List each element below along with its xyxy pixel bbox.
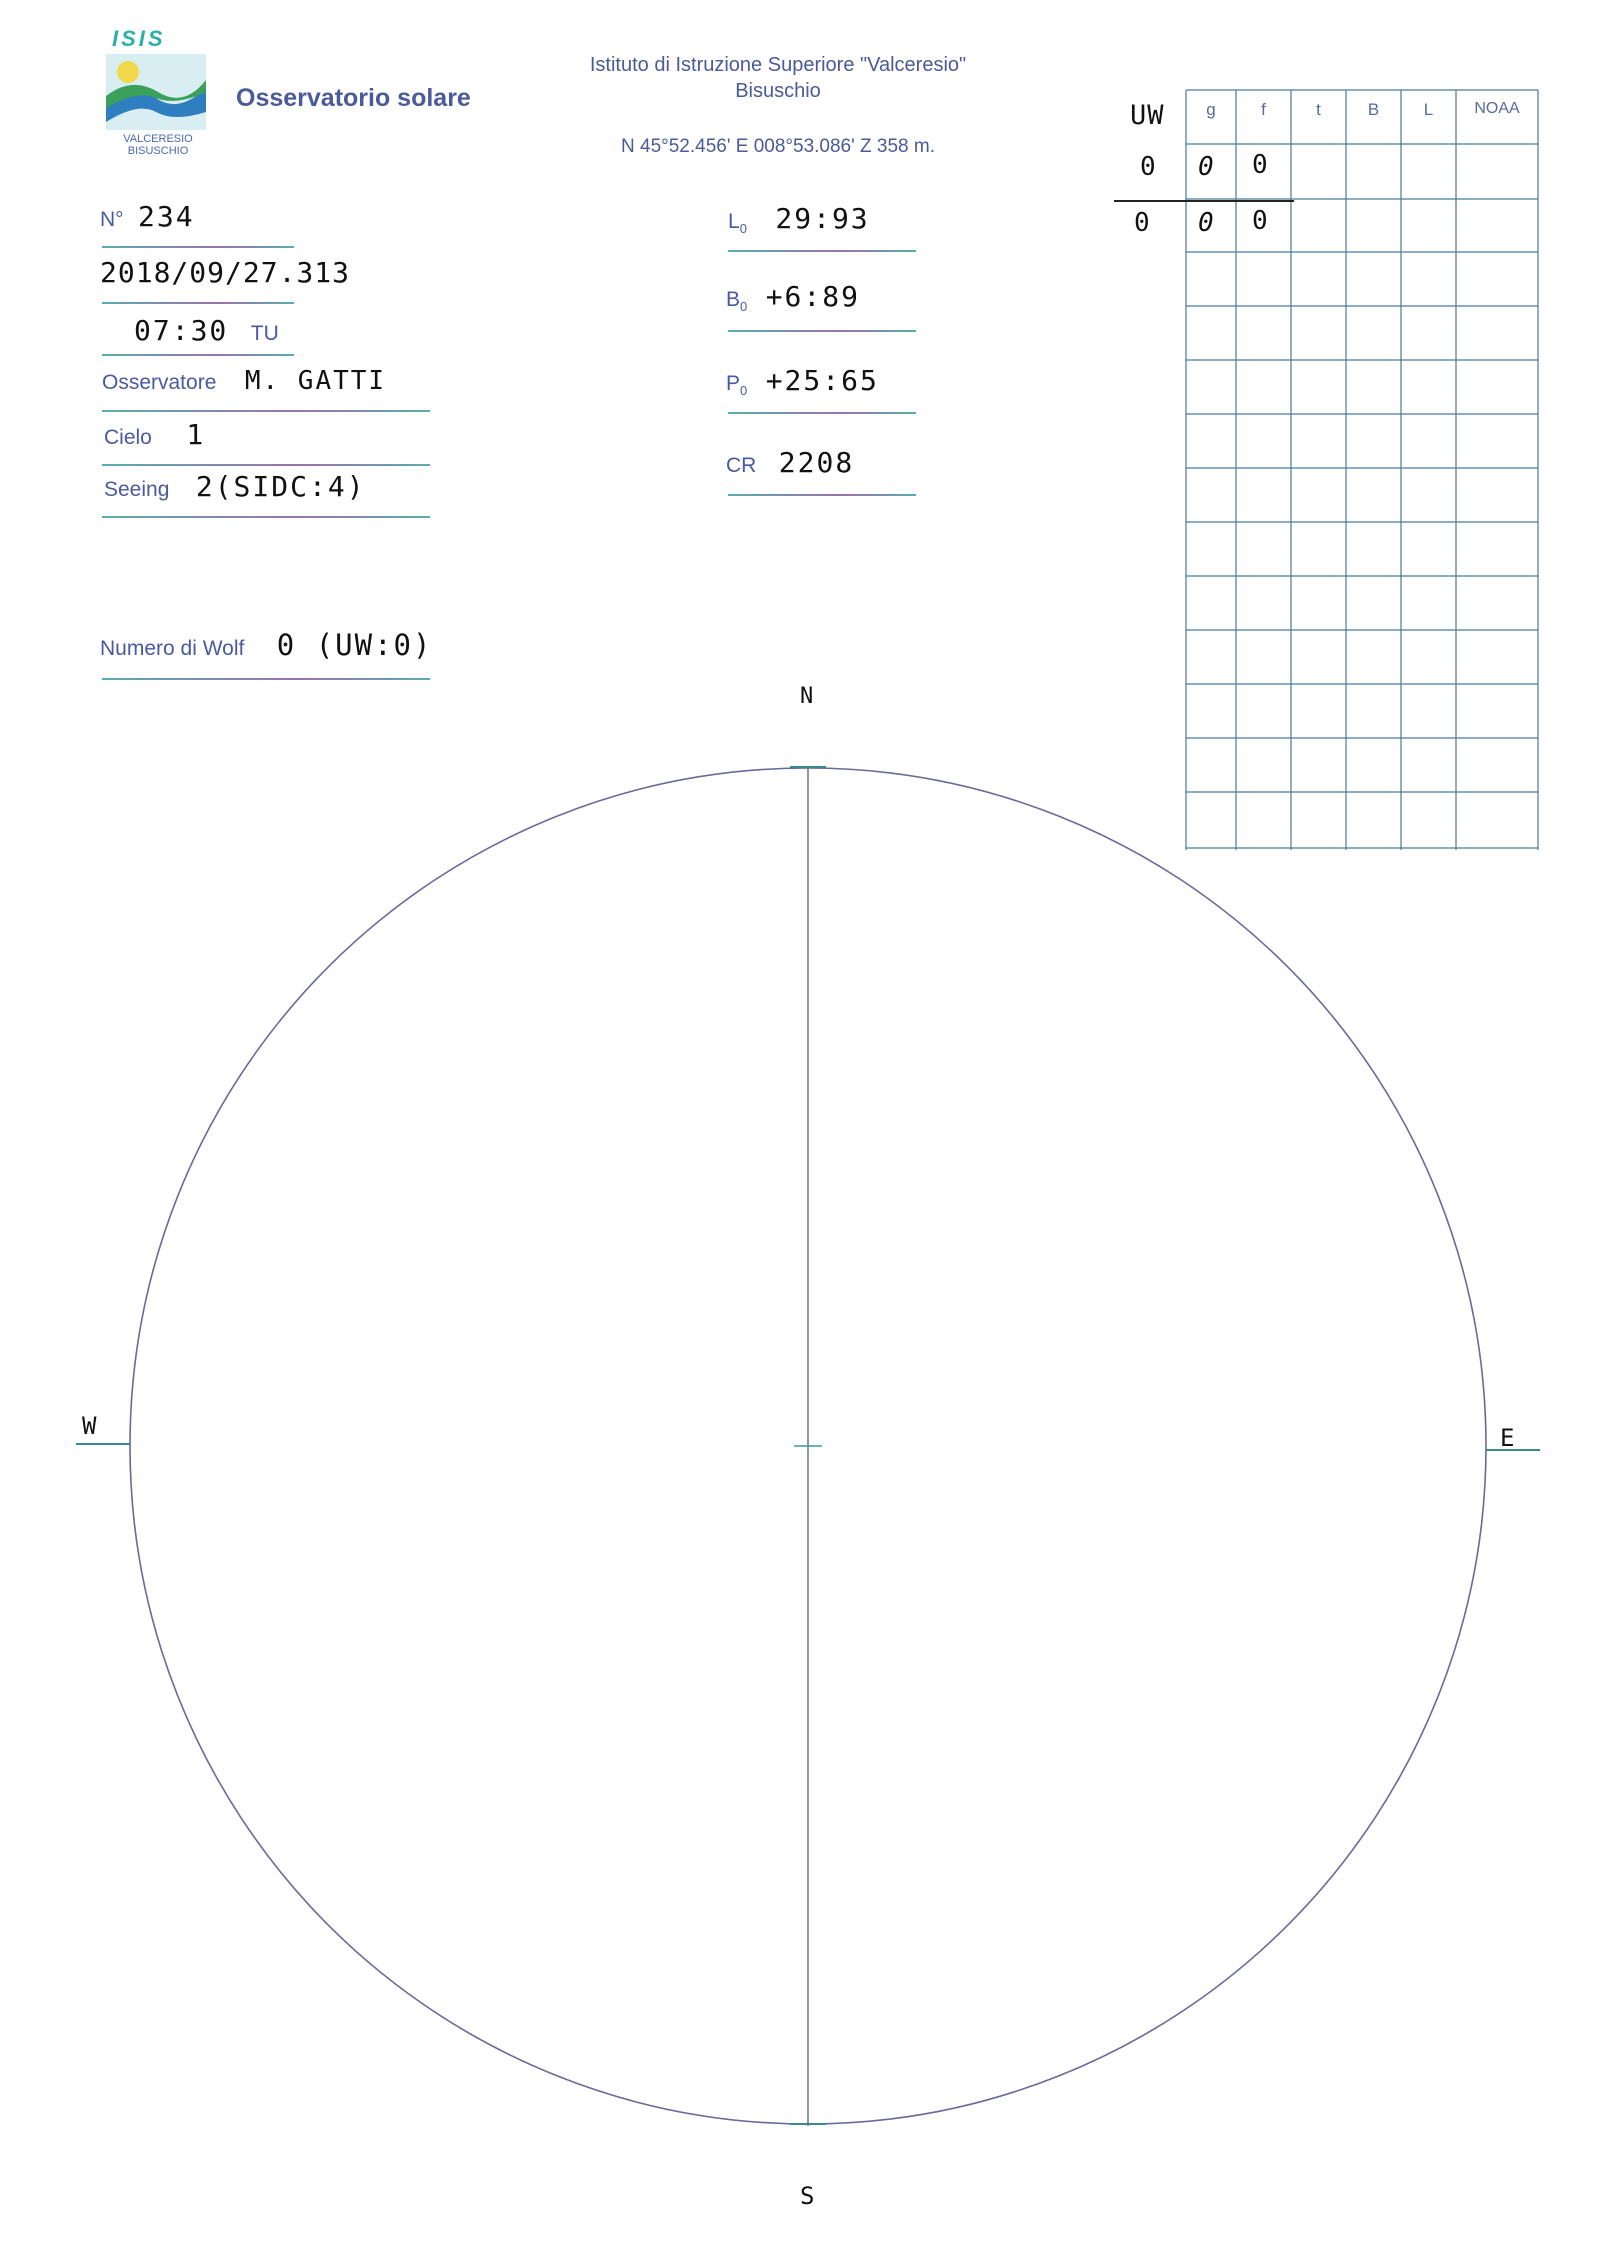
l0-field: [728, 202, 870, 236]
sky-value: 1: [186, 418, 206, 451]
north-label: N: [800, 684, 816, 709]
sky-label: Cielo: [104, 426, 152, 449]
row2-g: 0: [1198, 208, 1216, 238]
logo-emblem-icon: [104, 52, 208, 132]
observer-underline: [102, 410, 430, 412]
observer-value: M. GATTI: [244, 366, 387, 396]
wolf-value: 0 (UW:0): [276, 628, 433, 662]
col-header-f: f: [1261, 100, 1266, 119]
row1-g: 0: [1198, 152, 1216, 182]
col-header-l: L: [1423, 100, 1434, 119]
row-separator: [1114, 200, 1294, 202]
p0-label: $P_0$: [726, 372, 748, 399]
number-underline: [102, 246, 294, 248]
col-header-noaa: NOAA: [1474, 100, 1520, 117]
l0-label: $L_0$: [728, 210, 747, 237]
carrington-field: [726, 446, 854, 479]
site-coordinates: N 45°52.456' E 008°53.086' Z 358 m.: [621, 136, 935, 157]
sky-field: [104, 418, 205, 451]
observer-label: Osservatore: [102, 371, 217, 394]
l0-underline: [728, 250, 916, 252]
p0-value: +25:65: [765, 364, 879, 397]
date-underline: [102, 302, 294, 304]
time-underline: [102, 354, 294, 356]
uw-column-header: UW: [1130, 100, 1165, 131]
observation-date: 2018/09/27.313: [100, 256, 351, 289]
row2-uw: 0: [1134, 208, 1152, 238]
b0-label: $B_0$: [726, 288, 748, 315]
cr-value: 2208: [778, 446, 855, 479]
south-label: S: [800, 2182, 817, 2210]
b0-underline: [728, 330, 916, 332]
observatory-title: Osservatorio solare: [236, 84, 471, 112]
l0-value: 29:93: [775, 202, 870, 235]
school-logo: [104, 26, 208, 158]
seeing-label: Seeing: [104, 478, 170, 501]
logo-wordmark: ISIS: [112, 26, 166, 51]
number-label: N°: [100, 208, 124, 231]
institute-name: Istituto di Istruzione Superiore "Valceresio" Bisuschio: [589, 54, 967, 102]
number-value: 234: [138, 200, 195, 233]
p0-field: [726, 364, 879, 398]
cr-underline: [728, 494, 916, 496]
p0-underline: [728, 412, 916, 414]
west-label: W: [82, 1412, 99, 1440]
col-header-b: B: [1367, 100, 1380, 119]
wolf-underline: [102, 678, 430, 680]
row2-f: 0: [1252, 206, 1270, 236]
time-value: 07:30: [134, 314, 229, 347]
logo-caption: VALCERESIO BISUSCHIO: [123, 133, 193, 157]
observation-time: [134, 314, 279, 347]
col-header-t: t: [1316, 100, 1321, 119]
col-header-g: g: [1206, 100, 1216, 119]
row1-uw: 0: [1140, 152, 1158, 182]
solar-disk-drawing: [0, 690, 1600, 2250]
seeing-underline: [102, 516, 430, 518]
sky-underline: [102, 464, 430, 466]
observer-field: [102, 366, 386, 396]
b0-value: +6:89: [765, 280, 860, 313]
time-unit: TU: [250, 322, 279, 345]
wolf-number-field: [100, 628, 432, 662]
cr-label: CR: [726, 454, 757, 477]
east-label: E: [1500, 1424, 1517, 1452]
seeing-value: 2(SIDC:4): [195, 470, 366, 503]
b0-field: [726, 280, 860, 314]
row1-f: 0: [1252, 150, 1270, 180]
observation-number: [100, 200, 195, 233]
wolf-label: Numero di Wolf: [100, 637, 245, 660]
seeing-field: [104, 470, 366, 503]
